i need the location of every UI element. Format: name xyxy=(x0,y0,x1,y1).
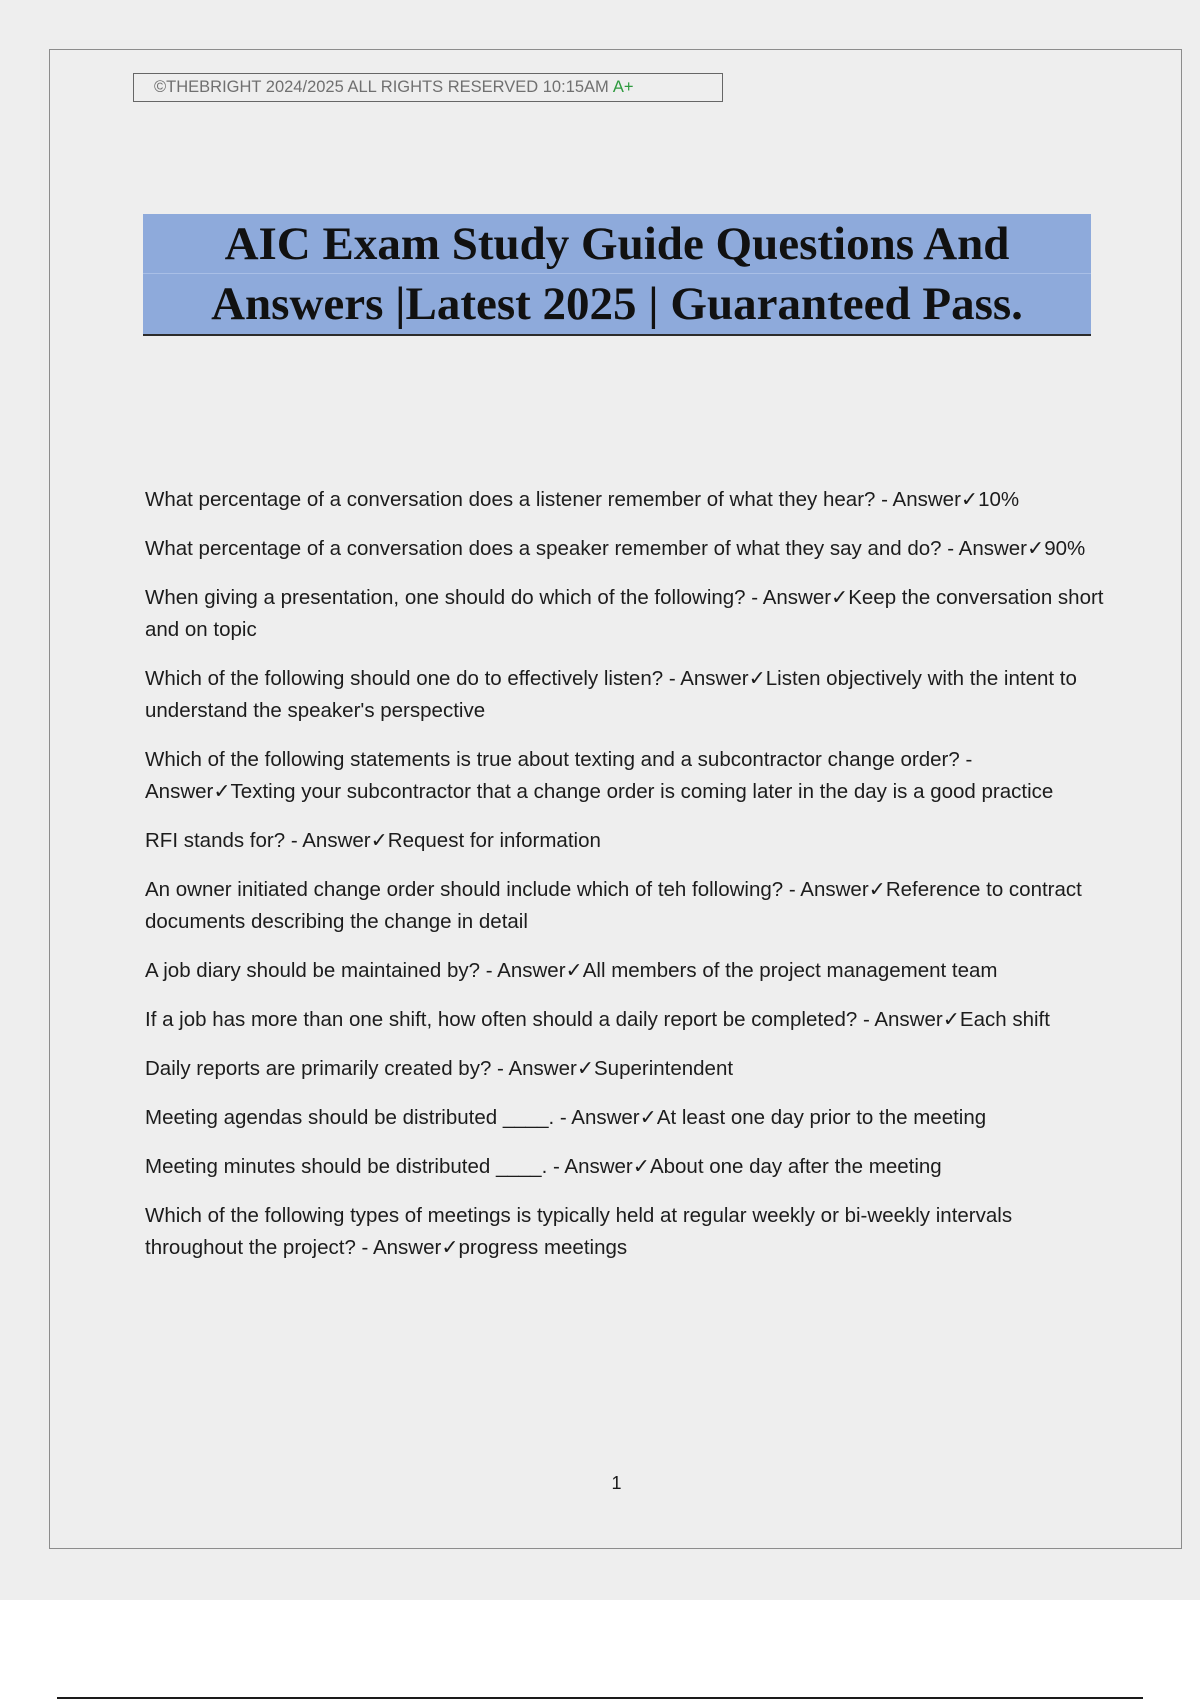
answer-marker: Answer xyxy=(800,878,869,901)
answer-text: At least one day prior to the meeting xyxy=(656,1106,987,1129)
copyright-header xyxy=(133,73,723,102)
checkmark-icon: ✓ xyxy=(960,488,979,511)
answer-marker: Answer xyxy=(497,959,566,982)
answer-marker: Answer xyxy=(145,780,214,803)
answer-marker: Answer xyxy=(892,488,961,511)
answer-text: About one day after the meeting xyxy=(649,1155,942,1178)
question-text: What percentage of a conversation does a speaker remember of what they say and do? - xyxy=(145,537,955,560)
question-text: Which of the following should one do to effectively listen? - xyxy=(145,667,676,690)
answer-marker: Answer xyxy=(874,1008,943,1031)
qa-item xyxy=(145,744,1105,808)
answer-marker: Answer xyxy=(508,1057,577,1080)
qa-item xyxy=(145,1102,1105,1134)
qa-item xyxy=(145,1151,1105,1183)
question-text: Daily reports are primarily created by? - xyxy=(145,1057,504,1080)
qa-item xyxy=(145,1004,1105,1036)
answer-text: Keep the conversation short and on topic xyxy=(145,586,1104,641)
question-text: Meeting agendas should be distributed ____. - xyxy=(145,1106,567,1129)
title-line-2: Answers |Latest 2025 | Guaranteed Pass. xyxy=(211,278,1023,330)
answer-text: Superintendent xyxy=(594,1057,734,1080)
answer-marker: Answer xyxy=(958,537,1028,560)
question-text: An owner initiated change order should include which of teh following? - xyxy=(145,878,796,901)
question-text: Which of the following types of meetings is typically held at regular weekly or bi-weekly intervals throughout the project? - xyxy=(145,1204,1013,1259)
qa-item xyxy=(145,825,1105,857)
answer-marker: Answer xyxy=(372,1236,442,1259)
question-text: When giving a presentation, one should do which of the following? - xyxy=(145,586,759,609)
checkmark-icon: ✓ xyxy=(441,1236,459,1259)
answer-text: 90% xyxy=(1044,537,1086,560)
checkmark-icon: ✓ xyxy=(639,1106,657,1129)
answer-text: Listen objectively with the intent to understand the speaker's perspective xyxy=(145,667,1077,722)
question-text: If a job has more than one shift, how often should a daily report be completed? - xyxy=(145,1008,870,1031)
bottom-divider xyxy=(57,1697,1143,1699)
question-text: A job diary should be maintained by? - xyxy=(145,959,493,982)
answer-marker: Answer xyxy=(564,1155,633,1178)
answer-marker: Answer xyxy=(680,667,749,690)
answer-text: All members of the project management team xyxy=(582,959,998,982)
checkmark-icon: ✓ xyxy=(868,878,886,901)
checkmark-icon: ✓ xyxy=(1027,537,1045,560)
qa-item xyxy=(145,533,1105,565)
qa-item xyxy=(145,582,1105,646)
answer-text: 10% xyxy=(978,488,1020,511)
qa-item xyxy=(145,874,1105,938)
qa-item xyxy=(145,484,1105,516)
title-banner xyxy=(143,214,1091,336)
question-text: Meeting minutes should be distributed ____. - xyxy=(145,1155,560,1178)
answer-text: progress meetings xyxy=(458,1236,628,1259)
answer-text: Reference to contract documents describing the change in detail xyxy=(145,878,1082,933)
checkmark-icon: ✓ xyxy=(576,1057,594,1080)
answer-text: Request for information xyxy=(387,829,601,852)
copyright-text: ©THEBRIGHT 2024/2025 ALL RIGHTS RESERVED 10:15AM xyxy=(154,78,609,96)
question-text: RFI stands for? - xyxy=(145,829,298,852)
checkmark-icon: ✓ xyxy=(748,667,766,690)
qa-item xyxy=(145,663,1105,727)
qa-item xyxy=(145,1200,1105,1264)
qa-list xyxy=(145,484,1105,1281)
grade-badge: A+ xyxy=(612,78,634,96)
checkmark-icon: ✓ xyxy=(831,586,849,609)
question-text: Which of the following statements is true about texting and a subcontractor change order? - xyxy=(145,748,973,771)
answer-marker: Answer xyxy=(571,1106,640,1129)
answer-marker: Answer xyxy=(762,586,832,609)
checkmark-icon: ✓ xyxy=(370,829,388,852)
answer-marker: Answer xyxy=(302,829,371,852)
answer-text: Each shift xyxy=(959,1008,1050,1031)
checkmark-icon: ✓ xyxy=(942,1008,960,1031)
page-number: 1 xyxy=(611,1473,622,1493)
question-text: What percentage of a conversation does a listener remember of what they hear? - xyxy=(145,488,888,511)
qa-item xyxy=(145,1053,1105,1085)
checkmark-icon: ✓ xyxy=(565,959,583,982)
checkmark-icon: ✓ xyxy=(213,780,231,803)
qa-item xyxy=(145,955,1105,987)
title-line-1: AIC Exam Study Guide Questions And xyxy=(224,218,1010,270)
checkmark-icon: ✓ xyxy=(632,1155,650,1178)
answer-text: Texting your subcontractor that a change order is coming later in the day is a good practice xyxy=(230,780,1054,803)
